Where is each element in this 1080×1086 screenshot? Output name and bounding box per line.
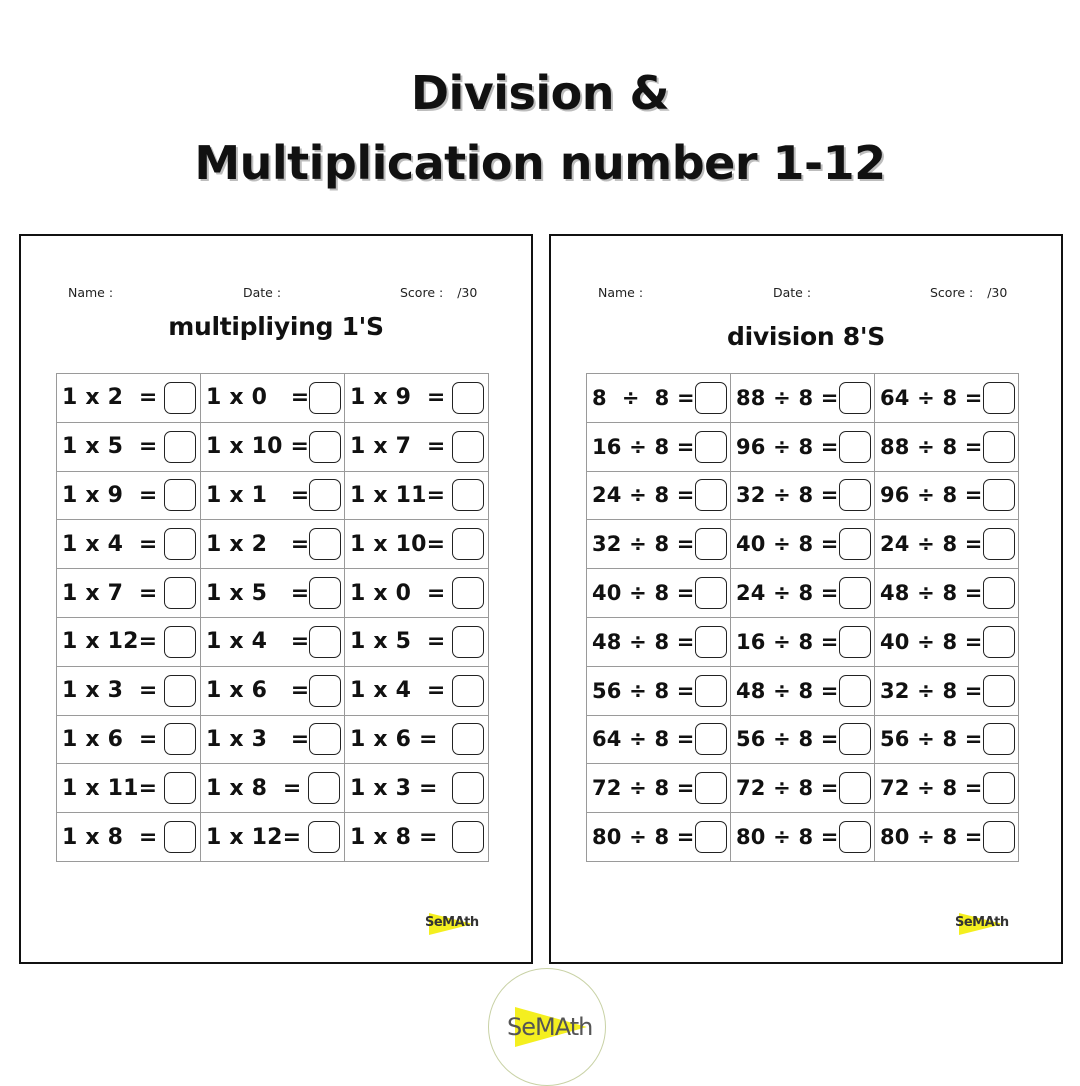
answer-box[interactable] — [983, 479, 1015, 511]
logo-text: SeMAth — [425, 915, 479, 930]
answer-box[interactable] — [308, 821, 340, 853]
problem-expression: 40 ÷ 8 = — [592, 581, 695, 606]
score-total: /30 — [987, 285, 1008, 300]
answer-box[interactable] — [309, 431, 341, 463]
problem-cell — [201, 617, 345, 666]
problem-row — [587, 520, 1019, 569]
problem-cell — [57, 617, 201, 666]
problem — [592, 667, 726, 715]
worksheet-multiplication — [19, 234, 533, 964]
problem-expression: 1 x 8 = — [206, 775, 302, 801]
problem — [350, 618, 484, 666]
problem-expression: 48 ÷ 8 = — [880, 581, 983, 606]
problem — [350, 472, 484, 520]
problem-expression: 1 x 7 = — [350, 434, 446, 460]
answer-box[interactable] — [164, 431, 196, 463]
problem-expression: 56 ÷ 8 = — [736, 727, 839, 752]
problem-row — [57, 764, 489, 813]
problem-cell — [587, 374, 731, 423]
problem-cell — [731, 715, 875, 764]
answer-box[interactable] — [839, 431, 871, 463]
problem — [62, 764, 196, 812]
problem-row — [587, 422, 1019, 471]
problem — [592, 569, 726, 617]
problem-row — [57, 422, 489, 471]
problem — [62, 569, 196, 617]
problem-expression: 80 ÷ 8 = — [880, 825, 983, 850]
answer-box[interactable] — [839, 479, 871, 511]
problem-expression: 1 x 12= — [62, 629, 158, 655]
date-label: Date : — [243, 285, 282, 300]
score-label-text: Score : — [400, 285, 444, 300]
problem-expression: 1 x 3 = — [62, 678, 158, 704]
answer-box[interactable] — [309, 528, 341, 560]
problem-cell — [731, 617, 875, 666]
problem — [736, 472, 870, 520]
answer-box[interactable] — [452, 382, 484, 414]
problem-row — [587, 764, 1019, 813]
problem-row — [57, 715, 489, 764]
answer-box[interactable] — [695, 382, 727, 414]
problem-expression: 1 x 10 = — [206, 434, 310, 460]
problem — [350, 813, 484, 861]
problem — [350, 569, 484, 617]
problem-expression: 96 ÷ 8 = — [736, 434, 839, 459]
problem-expression: 56 ÷ 8 = — [592, 678, 695, 703]
answer-box[interactable] — [695, 772, 727, 804]
score-label-text: Score : — [930, 285, 974, 300]
problem-cell — [587, 617, 731, 666]
problem-row — [587, 813, 1019, 862]
problem-cell — [57, 666, 201, 715]
problem — [62, 667, 196, 715]
problem — [880, 813, 1014, 861]
semath-logo-small — [425, 912, 479, 936]
problem-cell — [201, 471, 345, 520]
problem-row — [57, 569, 489, 618]
answer-box[interactable] — [308, 772, 340, 804]
answer-box[interactable] — [983, 626, 1015, 658]
problem — [62, 423, 196, 471]
problem — [592, 423, 726, 471]
answer-box[interactable] — [164, 723, 196, 755]
problem-cell — [587, 666, 731, 715]
problem-expression: 24 ÷ 8 = — [880, 532, 983, 557]
page-title — [0, 58, 1080, 198]
problem-cell — [731, 764, 875, 813]
problem-cell — [345, 422, 489, 471]
problem-cell — [201, 422, 345, 471]
problem-cell — [201, 813, 345, 862]
problem — [880, 764, 1014, 812]
problem — [350, 374, 484, 422]
answer-box[interactable] — [452, 479, 484, 511]
problem-cell — [731, 471, 875, 520]
problem-cell — [875, 422, 1019, 471]
problem-expression: 1 x 3 = — [350, 775, 438, 801]
problem-cell — [875, 617, 1019, 666]
problem-cell — [731, 813, 875, 862]
problem — [880, 423, 1014, 471]
problem-expression: 40 ÷ 8 = — [736, 532, 839, 557]
name-label: Name : — [68, 285, 114, 300]
problem-cell — [875, 374, 1019, 423]
problem-expression: 88 ÷ 8 = — [736, 385, 839, 410]
answer-box[interactable] — [695, 528, 727, 560]
answer-box[interactable] — [452, 431, 484, 463]
problem — [206, 667, 340, 715]
problem-row — [57, 617, 489, 666]
problem-expression: 1 x 9 = — [350, 385, 446, 411]
logo-text: SeMAth — [955, 915, 1009, 930]
answer-box[interactable] — [695, 723, 727, 755]
answer-box[interactable] — [309, 723, 341, 755]
problem-cell — [731, 569, 875, 618]
problem-expression: 72 ÷ 8 = — [880, 776, 983, 801]
problem-expression: 1 x 6 = — [206, 678, 310, 704]
problem — [206, 569, 340, 617]
problem — [736, 520, 870, 568]
problem-expression: 72 ÷ 8 = — [592, 776, 695, 801]
problem — [62, 716, 196, 764]
problem-expression: 1 x 8 = — [350, 824, 438, 850]
problem-expression: 16 ÷ 8 = — [592, 434, 695, 459]
problem — [592, 374, 726, 422]
problem-expression: 1 x 11= — [350, 482, 446, 508]
answer-box[interactable] — [983, 382, 1015, 414]
problem-expression: 1 x 5 = — [350, 629, 446, 655]
problem-row — [587, 471, 1019, 520]
problem-expression: 1 x 4 = — [206, 629, 310, 655]
answer-box[interactable] — [695, 821, 727, 853]
problem-cell — [587, 520, 731, 569]
problem — [350, 667, 484, 715]
brand-logo — [488, 968, 606, 1086]
problem-expression: 1 x 5 = — [62, 434, 158, 460]
problem-expression: 32 ÷ 8 = — [592, 532, 695, 557]
problem-expression: 1 x 7 = — [62, 580, 158, 606]
problem-cell — [731, 520, 875, 569]
problem — [736, 423, 870, 471]
problem-cell — [587, 715, 731, 764]
problem — [62, 520, 196, 568]
problem — [350, 716, 484, 764]
problem-expression: 88 ÷ 8 = — [880, 434, 983, 459]
problem-row — [587, 617, 1019, 666]
answer-box[interactable] — [983, 772, 1015, 804]
problem-cell — [345, 569, 489, 618]
problem-cell — [201, 520, 345, 569]
problem-cell — [345, 813, 489, 862]
problem-cell — [57, 471, 201, 520]
problem-cell — [201, 569, 345, 618]
problem-expression: 1 x 0 = — [206, 385, 310, 411]
problem-row — [57, 471, 489, 520]
problem — [880, 716, 1014, 764]
problem-cell — [731, 422, 875, 471]
answer-box[interactable] — [695, 577, 727, 609]
problem-expression: 8 ÷ 8 = — [592, 385, 695, 410]
answer-box[interactable] — [839, 723, 871, 755]
problem-expression: 1 x 4 = — [62, 531, 158, 557]
problem-cell — [57, 813, 201, 862]
problem-cell — [57, 764, 201, 813]
problem — [350, 520, 484, 568]
date-label: Date : — [773, 285, 812, 300]
problem — [736, 618, 870, 666]
answer-box[interactable] — [309, 626, 341, 658]
problem-cell — [875, 666, 1019, 715]
problem-expression: 56 ÷ 8 = — [880, 727, 983, 752]
problem-expression: 72 ÷ 8 = — [736, 776, 839, 801]
problem-cell — [875, 520, 1019, 569]
problem-expression: 1 x 10= — [350, 531, 446, 557]
title-line-1: Division & — [410, 66, 670, 120]
problem-expression: 1 x 8 = — [62, 824, 158, 850]
problem — [880, 520, 1014, 568]
problem-cell — [345, 520, 489, 569]
problem — [880, 667, 1014, 715]
problem-expression: 1 x 1 = — [206, 482, 310, 508]
problem — [736, 667, 870, 715]
problem-expression: 64 ÷ 8 = — [592, 727, 695, 752]
answer-box[interactable] — [695, 431, 727, 463]
problem-cell — [875, 715, 1019, 764]
problem — [350, 764, 484, 812]
problem-grid — [586, 373, 1019, 862]
problem-expression: 1 x 0 = — [350, 580, 446, 606]
problem-row — [587, 666, 1019, 715]
problem — [62, 813, 196, 861]
problem — [880, 374, 1014, 422]
answer-box[interactable] — [164, 626, 196, 658]
answer-box[interactable] — [309, 382, 341, 414]
problem-expression: 80 ÷ 8 = — [592, 825, 695, 850]
problem-cell — [587, 764, 731, 813]
problem-row — [57, 374, 489, 423]
problem-expression: 1 x 9 = — [62, 482, 158, 508]
problem-expression: 48 ÷ 8 = — [736, 678, 839, 703]
answer-box[interactable] — [983, 528, 1015, 560]
problem-expression: 1 x 2 = — [206, 531, 310, 557]
answer-box[interactable] — [695, 479, 727, 511]
problem-expression: 1 x 3 = — [206, 726, 310, 752]
score-label — [930, 285, 1007, 300]
answer-box[interactable] — [983, 675, 1015, 707]
problem — [62, 374, 196, 422]
brand-logo-text: SeMAth — [507, 1013, 593, 1041]
problem-row — [57, 813, 489, 862]
answer-box[interactable] — [839, 821, 871, 853]
problem — [880, 569, 1014, 617]
problem — [206, 813, 340, 861]
problem — [206, 423, 340, 471]
problem — [736, 764, 870, 812]
problem-expression: 24 ÷ 8 = — [736, 581, 839, 606]
answer-box[interactable] — [164, 675, 196, 707]
problem — [206, 472, 340, 520]
answer-box[interactable] — [839, 772, 871, 804]
problem-cell — [57, 422, 201, 471]
problem — [592, 520, 726, 568]
problem-cell — [201, 666, 345, 715]
problem — [206, 764, 340, 812]
answer-box[interactable] — [452, 528, 484, 560]
problem-grid — [56, 373, 489, 862]
problem-expression: 1 x 5 = — [206, 580, 310, 606]
problem — [592, 716, 726, 764]
problem-expression: 1 x 2 = — [62, 385, 158, 411]
problem-cell — [587, 422, 731, 471]
answer-box[interactable] — [452, 723, 484, 755]
problem-row — [587, 374, 1019, 423]
problem-expression: 48 ÷ 8 = — [592, 629, 695, 654]
problem-expression: 1 x 4 = — [350, 678, 446, 704]
problem-cell — [201, 374, 345, 423]
problem-cell — [731, 666, 875, 715]
problem-expression: 24 ÷ 8 = — [592, 483, 695, 508]
answer-box[interactable] — [309, 675, 341, 707]
problem-expression: 64 ÷ 8 = — [880, 385, 983, 410]
answer-box[interactable] — [452, 626, 484, 658]
answer-box[interactable] — [695, 626, 727, 658]
problem — [206, 374, 340, 422]
answer-box[interactable] — [452, 772, 484, 804]
problem — [736, 569, 870, 617]
answer-box[interactable] — [309, 479, 341, 511]
problem-cell — [875, 813, 1019, 862]
answer-box[interactable] — [452, 577, 484, 609]
answer-box[interactable] — [164, 577, 196, 609]
problem — [736, 813, 870, 861]
problem-cell — [875, 569, 1019, 618]
problem-cell — [587, 471, 731, 520]
answer-box[interactable] — [983, 577, 1015, 609]
score-label — [400, 285, 477, 300]
answer-box[interactable] — [164, 772, 196, 804]
problem-expression: 1 x 11= — [62, 775, 158, 801]
problem — [880, 472, 1014, 520]
problem-expression: 32 ÷ 8 = — [880, 678, 983, 703]
problem-cell — [587, 813, 731, 862]
problem-cell — [345, 471, 489, 520]
answer-box[interactable] — [695, 675, 727, 707]
problem-expression: 40 ÷ 8 = — [880, 629, 983, 654]
problem-cell — [345, 617, 489, 666]
problem-cell — [345, 666, 489, 715]
problem-row — [57, 666, 489, 715]
problem — [62, 618, 196, 666]
answer-box[interactable] — [839, 528, 871, 560]
answer-box[interactable] — [164, 528, 196, 560]
problem-cell — [57, 520, 201, 569]
problem-cell — [345, 374, 489, 423]
answer-box[interactable] — [164, 479, 196, 511]
problem — [592, 813, 726, 861]
answer-box[interactable] — [452, 675, 484, 707]
problem — [592, 764, 726, 812]
problem-expression: 80 ÷ 8 = — [736, 825, 839, 850]
problem — [206, 618, 340, 666]
problem-cell — [201, 764, 345, 813]
problem-cell — [875, 764, 1019, 813]
answer-box[interactable] — [983, 431, 1015, 463]
problem — [350, 423, 484, 471]
answer-box[interactable] — [309, 577, 341, 609]
problem-cell — [201, 715, 345, 764]
problem — [880, 618, 1014, 666]
problem-cell — [345, 764, 489, 813]
answer-box[interactable] — [164, 382, 196, 414]
worksheet-division — [549, 234, 1063, 964]
problem — [736, 374, 870, 422]
score-total: /30 — [457, 285, 478, 300]
problem-expression: 32 ÷ 8 = — [736, 483, 839, 508]
worksheet-title: division 8'S — [727, 322, 885, 351]
problem — [206, 520, 340, 568]
answer-box[interactable] — [839, 382, 871, 414]
answer-box[interactable] — [983, 821, 1015, 853]
problem-expression: 96 ÷ 8 = — [880, 483, 983, 508]
worksheet-title: multipliying 1'S — [168, 312, 384, 341]
answer-box[interactable] — [839, 626, 871, 658]
name-label: Name : — [598, 285, 644, 300]
problem — [592, 472, 726, 520]
semath-logo-small — [955, 912, 1009, 936]
title-line-2: Multiplication number 1-12 — [194, 136, 886, 190]
problem-row — [587, 715, 1019, 764]
answer-box[interactable] — [839, 577, 871, 609]
problem — [736, 716, 870, 764]
answer-box[interactable] — [983, 723, 1015, 755]
problem-expression: 16 ÷ 8 = — [736, 629, 839, 654]
problem-cell — [57, 569, 201, 618]
problem-expression: 1 x 12= — [206, 824, 302, 850]
problem-cell — [875, 471, 1019, 520]
problem-cell — [731, 374, 875, 423]
problem-row — [587, 569, 1019, 618]
problem — [592, 618, 726, 666]
problem-row — [57, 520, 489, 569]
problem-cell — [57, 374, 201, 423]
problem-cell — [345, 715, 489, 764]
problem — [206, 716, 340, 764]
answer-box[interactable] — [839, 675, 871, 707]
problem — [62, 472, 196, 520]
answer-box[interactable] — [164, 821, 196, 853]
answer-box[interactable] — [452, 821, 484, 853]
problem-cell — [587, 569, 731, 618]
problem-expression: 1 x 6 = — [350, 726, 438, 752]
problem-cell — [57, 715, 201, 764]
problem-expression: 1 x 6 = — [62, 726, 158, 752]
